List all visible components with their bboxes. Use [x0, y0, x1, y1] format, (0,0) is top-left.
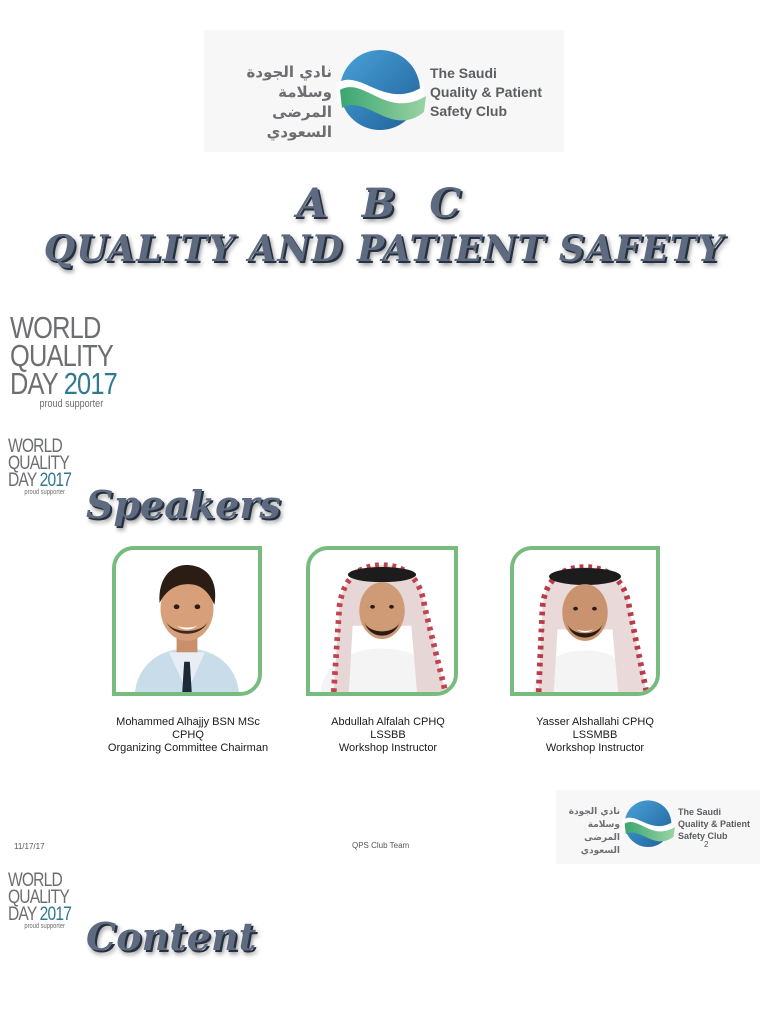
content-heading: Content	[86, 914, 257, 959]
logo-arabic-line: وسلامة المرضى	[584, 820, 620, 843]
speaker-portrait-icon	[116, 550, 258, 692]
badge-world: WORLD	[8, 436, 62, 457]
speaker-caption	[495, 716, 695, 755]
speaker-role: Organizing Committee Chairman	[107, 742, 269, 754]
badge-day: DAY	[8, 904, 37, 926]
speaker-name: Yasser Alshallahi CPHQ	[536, 716, 654, 728]
speakers-heading: Speakers	[86, 482, 281, 527]
logo-arabic-line: نادي الجودة	[568, 807, 620, 817]
badge-year: 2017	[63, 365, 117, 401]
speaker-photo	[112, 546, 262, 696]
badge-quality: QUALITY	[10, 337, 114, 373]
club-logo-english-text	[678, 806, 750, 842]
speaker-credential: CPHQ	[172, 729, 204, 741]
club-logo-header	[204, 30, 564, 152]
speaker-portrait-icon	[310, 550, 454, 692]
club-emblem-icon	[620, 798, 676, 854]
title-line-1: A B C	[296, 180, 472, 227]
logo-arabic-line: السعودي	[266, 123, 332, 141]
club-logo-arabic-text	[222, 62, 332, 142]
logo-arabic-line: نادي الجودة	[246, 63, 332, 81]
speaker-portrait-icon	[514, 550, 656, 692]
world-quality-day-badge	[8, 438, 71, 497]
logo-english-line: Quality & Patient	[678, 819, 751, 829]
speaker-photo	[510, 546, 660, 696]
badge-year: 2017	[39, 904, 72, 926]
speaker-caption	[288, 716, 488, 755]
logo-arabic-line: وسلامة المرضى	[272, 83, 332, 121]
speaker-credential: LSSMBB	[572, 729, 618, 741]
logo-english-line: The Saudi	[678, 807, 722, 817]
speaker-name: Mohammed Alhajjy BSN MSc	[116, 716, 260, 728]
world-quality-day-badge	[8, 872, 71, 931]
club-logo-arabic-text	[556, 806, 620, 858]
badge-tagline: proud supporter	[24, 489, 65, 497]
speaker-caption	[88, 716, 288, 755]
badge-tagline: proud supporter	[24, 923, 65, 931]
badge-year: 2017	[39, 470, 72, 492]
title-line-2: QUALITY AND PATIENT SAFETY	[43, 228, 725, 270]
speaker-role: Workshop Instructor	[545, 742, 645, 754]
badge-quality: QUALITY	[8, 453, 69, 475]
footer-team: QPS Club Team	[352, 841, 410, 850]
badge-day: DAY	[8, 470, 37, 492]
footer-date: 11/17/17	[14, 842, 45, 851]
badge-day: DAY	[10, 365, 58, 401]
logo-english-line: Safety Club	[678, 831, 728, 841]
badge-world: WORLD	[10, 310, 101, 345]
speaker-name: Abdullah Alfalah CPHQ	[331, 716, 445, 728]
logo-english-line: Safety Club	[430, 103, 508, 119]
club-logo-english-text	[430, 64, 542, 121]
badge-quality: QUALITY	[8, 887, 69, 909]
speaker-credential: LSSBB	[370, 729, 406, 741]
world-quality-day-badge	[10, 310, 117, 410]
logo-english-line: The Saudi	[430, 65, 497, 81]
logo-english-line: Quality & Patient	[430, 84, 543, 100]
speaker-role: Workshop Instructor	[338, 742, 438, 754]
club-logo-footer	[556, 790, 760, 864]
logo-arabic-line: السعودي	[580, 846, 620, 856]
club-emblem-icon	[332, 46, 428, 142]
footer-page-number: 2	[704, 840, 709, 849]
speaker-photo	[306, 546, 458, 696]
badge-world: WORLD	[8, 870, 62, 891]
badge-tagline: proud supporter	[39, 397, 104, 410]
